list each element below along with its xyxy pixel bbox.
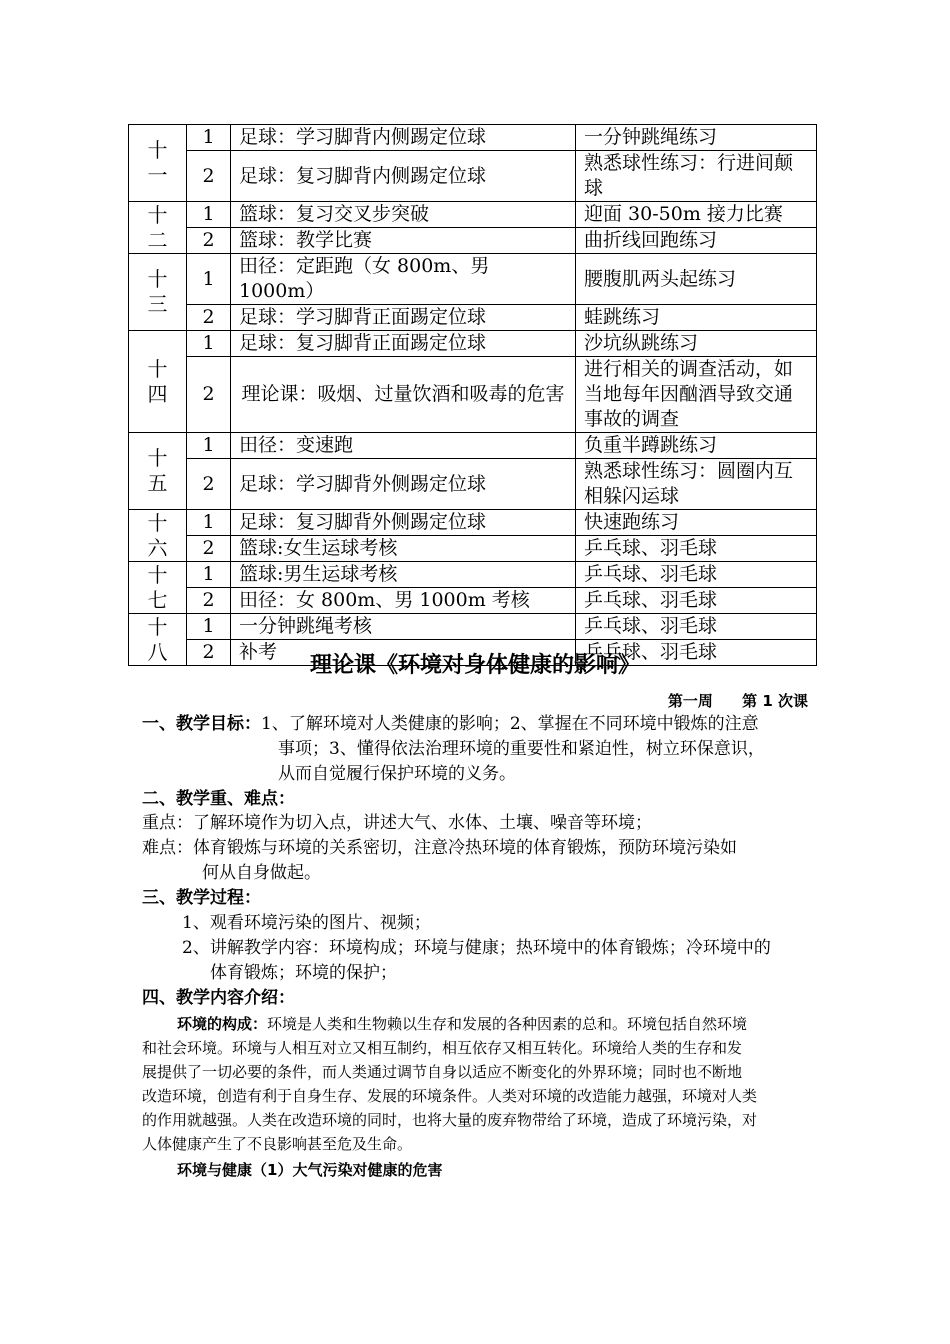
exercise-cell: 进行相关的调查活动，如当地每年因酗酒导致交通事故的调查: [576, 357, 817, 433]
table-row: [129, 357, 817, 433]
exercise-cell: 乒乓球、羽毛球: [576, 562, 817, 588]
week-label: 第一周: [667, 692, 713, 710]
objectives-heading: 一、教学目标：: [142, 714, 261, 734]
lesson-number-cell: 1: [187, 125, 231, 151]
lesson-number-cell: 2: [187, 305, 231, 331]
exercise-cell: 乒乓球、羽毛球: [576, 536, 817, 562]
lesson-number-cell: 1: [187, 614, 231, 640]
week-char: 四: [147, 381, 168, 406]
table-row: [129, 125, 817, 151]
env-label: 环境的构成：: [177, 1015, 268, 1033]
week-char: 十: [147, 562, 168, 587]
week-char: 七: [147, 587, 168, 612]
lesson-number-cell: 1: [187, 331, 231, 357]
exercise-cell: 沙坑纵跳练习: [576, 331, 817, 357]
lesson-content-cell: 理论课：吸烟、过量饮酒和吸毒的危害: [231, 357, 576, 433]
exercise-cell: 乒乓球、羽毛球: [576, 640, 817, 666]
exercise-cell: 熟悉球性练习：圆圈内互相躲闪运球: [576, 459, 817, 510]
lesson-content-cell: 足球：复习脚背外侧踢定位球: [231, 510, 576, 536]
lesson-number-cell: 2: [187, 640, 231, 666]
table-row: [129, 562, 817, 588]
week-cell: [129, 433, 187, 510]
lesson-content-cell: 一分钟跳绳考核: [231, 614, 576, 640]
week-char: 十: [147, 267, 168, 291]
objectives-line1: 一、教学目标：1、了解环境对人类健康的影响；2、掌握在不同环境中锻炼的注意: [142, 714, 759, 734]
week-char: 五: [147, 471, 168, 495]
table-row: [129, 331, 817, 357]
week-cell: [129, 202, 187, 254]
lesson-content-cell: 足球：学习脚背外侧踢定位球: [231, 459, 576, 510]
week-lesson-line: [668, 690, 808, 711]
difficulty-line1: 难点：体育锻炼与环境的关系密切，注意冷热环境的体育锻炼，预防环境污染如: [142, 838, 737, 858]
table-row: [129, 614, 817, 640]
lesson-number-cell: 1: [187, 510, 231, 536]
lesson-content-cell: 田径：变速跑: [231, 433, 576, 459]
lesson-title: 理论课《环境对身体健康的影响》: [309, 653, 640, 678]
table-row: [129, 536, 817, 562]
week-char: 十: [147, 138, 168, 162]
health-heading: 环境与健康（1）大气污染对健康的危害: [177, 1161, 443, 1179]
lesson-number-cell: 2: [187, 357, 231, 433]
week-char: 二: [147, 227, 168, 252]
lesson-number-cell: 2: [187, 588, 231, 614]
env-para-line4: 改造环境，创造有利于自身生存、发展的环境条件。人类对环境的改造能力越强，环境对人类: [142, 1087, 758, 1105]
lesson-number-cell: 2: [187, 228, 231, 254]
env-para-line6: 人体健康产生了不良影响甚至危及生命。: [142, 1135, 413, 1153]
week-cell: [129, 510, 187, 562]
table-row: [129, 202, 817, 228]
week-cell: [129, 125, 187, 202]
exercise-cell: 腰腹肌两头起练习: [576, 254, 817, 305]
lesson-content-cell: 足球：复习脚背内侧踢定位球: [231, 151, 576, 202]
lesson-number-cell: 2: [187, 459, 231, 510]
lesson-content-cell: 足球：学习脚背正面踢定位球: [231, 305, 576, 331]
lesson-content-cell: 足球：学习脚背内侧踢定位球: [231, 125, 576, 151]
week-char: 六: [147, 535, 168, 560]
lesson-number-cell: 1: [187, 202, 231, 228]
lesson-content-cell: 篮球:女生运球考核: [231, 536, 576, 562]
week-char: 十: [147, 202, 168, 227]
week-char: 十: [147, 446, 168, 470]
exercise-cell: 迎面 30-50m 接力比赛: [576, 202, 817, 228]
table-row: [129, 588, 817, 614]
lesson-content-cell: 篮球：教学比赛: [231, 228, 576, 254]
exercise-cell: 熟悉球性练习：行进间颠球: [576, 151, 817, 202]
table-row: [129, 510, 817, 536]
lesson-number-cell: 1: [187, 254, 231, 305]
week-char: 十: [147, 510, 168, 535]
key-point-text: 重点：了解环境作为切入点，讲述大气、水体、土壤、噪音等环境；: [142, 813, 652, 833]
exercise-cell: 乒乓球、羽毛球: [576, 614, 817, 640]
env-para-line2: 和社会环境。环境与人相互对立又相互制约，相互依存又相互转化。环境给人类的生存和发: [142, 1039, 743, 1057]
table-row: [129, 228, 817, 254]
week-cell: [129, 562, 187, 614]
table-row: [129, 459, 817, 510]
lesson-number-cell: 1: [187, 433, 231, 459]
lesson-number-cell: 2: [187, 151, 231, 202]
key-points-heading: 二、教学重、难点：: [142, 789, 295, 809]
exercise-cell: 蛙跳练习: [576, 305, 817, 331]
exercise-cell: 快速跑练习: [576, 510, 817, 536]
week-cell: [129, 254, 187, 331]
process-item1: 1、观看环境污染的图片、视频；: [182, 913, 431, 933]
table-row: [129, 433, 817, 459]
table-row: [129, 151, 817, 202]
table-row: [129, 254, 817, 305]
week-cell: [129, 331, 187, 433]
content-heading: 四、教学内容介绍：: [142, 988, 295, 1008]
lesson-number-cell: 1: [187, 562, 231, 588]
week-char: 一: [147, 163, 168, 187]
exercise-cell: 一分钟跳绳练习: [576, 125, 817, 151]
schedule-table: [128, 124, 817, 666]
objectives-line2: 事项；3、懂得依法治理环境的重要性和紧迫性，树立环保意识，: [278, 739, 765, 759]
lesson-content-cell: 田径：定距跑（女 800m、男 1000m）: [231, 254, 576, 305]
env-para-line1: 环境的构成：环境是人类和生物赖以生存和发展的各种因素的总和。环境包括自然环境: [177, 1015, 748, 1033]
process-heading: 三、教学过程：: [142, 888, 261, 908]
lesson-content-cell: 篮球:男生运球考核: [231, 562, 576, 588]
week-char: 十: [147, 356, 168, 381]
lesson-label: 第 1 次课: [742, 692, 808, 710]
week-char: 十: [147, 614, 168, 639]
process-item2-line1: 2、讲解教学内容：环境构成；环境与健康；热环境中的体育锻炼；冷环境中的: [182, 938, 771, 958]
week-char: 三: [147, 292, 168, 316]
lesson-content-cell: 田径：女 800m、男 1000m 考核: [231, 588, 576, 614]
lesson-content-cell: 篮球：复习交叉步突破: [231, 202, 576, 228]
env-para-line5: 的作用就越强。人类在改造环境的同时，也将大量的废弃物带给了环境，造成了环境污染，对: [142, 1111, 758, 1129]
table-row: [129, 305, 817, 331]
lesson-content-cell: 补考: [231, 640, 576, 666]
objectives-line3: 从而自觉履行保护环境的义务。: [278, 764, 516, 784]
process-item2-line2: 体育锻炼；环境的保护；: [210, 963, 397, 983]
lesson-number-cell: 2: [187, 536, 231, 562]
exercise-cell: 乒乓球、羽毛球: [576, 588, 817, 614]
lesson-content-cell: 足球：复习脚背正面踢定位球: [231, 331, 576, 357]
env-para-line3: 展提供了一切必要的条件，而人类通过调节自身以适应不断变化的外界环境；同时也不断地: [142, 1063, 743, 1081]
week-char: 八: [147, 639, 168, 664]
exercise-cell: 负重半蹲跳练习: [576, 433, 817, 459]
exercise-cell: 曲折线回跑练习: [576, 228, 817, 254]
difficulty-line2: 何从自身做起。: [202, 863, 321, 883]
